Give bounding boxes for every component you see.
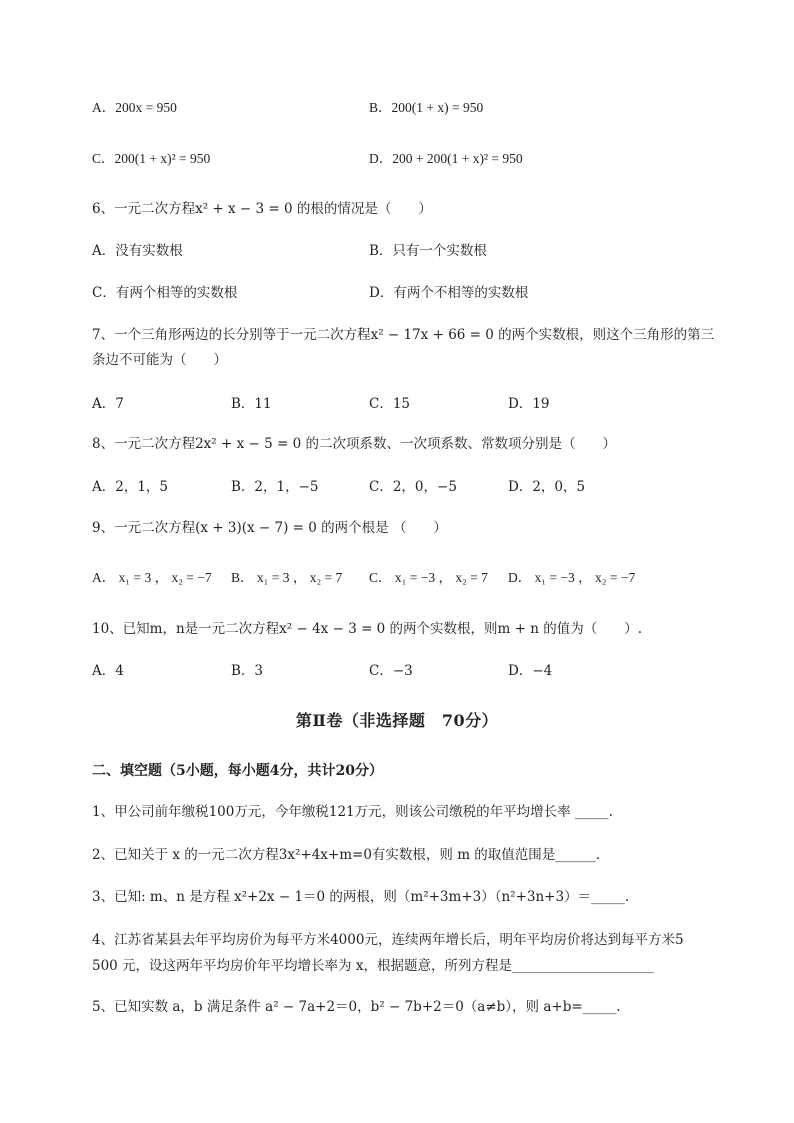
q10-option-a: A．4	[92, 663, 124, 679]
q10-option-d: D．−4	[508, 663, 553, 679]
q8-option-c: C．2，0，−5	[369, 479, 457, 495]
q9-stem: 9、一元二次方程(x + 3)(x − 7) = 0 的两个根是 （ ）	[92, 520, 447, 536]
q6-stem: 6、一元二次方程x² + x − 3 = 0 的根的情况是（ ）	[92, 201, 432, 217]
q7-stem-line1: 7、一个三角形两边的长分别等于一元二次方程x² − 17x + 66 = 0 的两个实数根，则这个三角形的第三	[92, 327, 715, 343]
section-title: 二、填空题（5小题，每小题4分，共计20分）	[92, 763, 383, 779]
q8-option-b: B．2，1，−5	[231, 479, 319, 495]
q5-option-a: A．200x = 950	[92, 100, 177, 115]
part2-title: 第Ⅱ卷（非选择题 70分）	[295, 711, 499, 730]
q6-option-c: C．有两个相等的实数根	[92, 285, 238, 301]
q7-option-a: A．7	[92, 396, 124, 412]
q7-option-d: D．19	[508, 396, 550, 412]
q6-option-d: D．有两个不相等的实数根	[369, 285, 529, 301]
q7-option-c: C．15	[369, 396, 411, 412]
fill-question-5: 5、已知实数 a，b 满足条件 a² − 7a+2＝0，b² − 7b+2＝0（a≠b），则 a+b=_____.	[92, 999, 621, 1015]
q6-option-a: A．没有实数根	[92, 243, 183, 259]
q5-option-d: D．200 + 200(1 + x)² = 950	[369, 151, 523, 166]
fill-question-2: 2、已知关于 x 的一元二次方程3x²+4x+m=0有实数根，则 m 的取值范围是______.	[92, 847, 601, 863]
q10-option-b: B．3	[231, 663, 264, 679]
q5-option-c: C．200(1 + x)² = 950	[92, 151, 211, 166]
q9-option-d: D． x₁ = −3 ， x₂ = −7	[508, 570, 636, 585]
q8-option-a: A．2，1，5	[92, 479, 169, 495]
fill-question-3: 3、已知: m、n 是方程 x²+2x − 1＝0 的两根，则（m²+3m+3）（n²+3n+3）＝_____.	[92, 889, 630, 905]
q10-stem: 10、已知m，n是一元二次方程x² − 4x − 3 = 0 的两个实数根，则m + n 的值为（ ）.	[92, 621, 643, 637]
q9-option-a: A． x₁ = 3 ， x₂ = −7	[92, 570, 212, 585]
fill-question-4-line2: 500 元，设这两年平均房价年平均增长率为 x，根据题意，所列方程是_____________________	[92, 958, 654, 974]
q9-option-c: C． x₁ = −3 ， x₂ = 7	[369, 570, 488, 585]
q9-option-b: B． x₁ = 3 ， x₂ = 7	[231, 570, 343, 585]
q6-option-b: B．只有一个实数根	[369, 243, 487, 259]
q8-stem: 8、一元二次方程2x² + x − 5 = 0 的二次项系数、一次项系数、常数项分别是（ ）	[92, 436, 616, 452]
q8-option-d: D．2，0，5	[508, 479, 586, 495]
q7-option-b: B．11	[231, 396, 272, 412]
fill-question-1: 1、甲公司前年缴税100万元，今年缴税121万元，则该公司缴税的年平均增长率 _____.	[92, 804, 613, 820]
fill-question-4-line1: 4、江苏省某县去年平均房价为每平方米4000元，连续两年增长后，明年平均房价将达到每平方米5	[92, 932, 684, 948]
q7-stem-line2: 条边不可能为（ ）	[92, 352, 227, 368]
q5-option-b: B．200(1 + x) = 950	[369, 100, 484, 115]
q10-option-c: C．−3	[369, 663, 413, 679]
